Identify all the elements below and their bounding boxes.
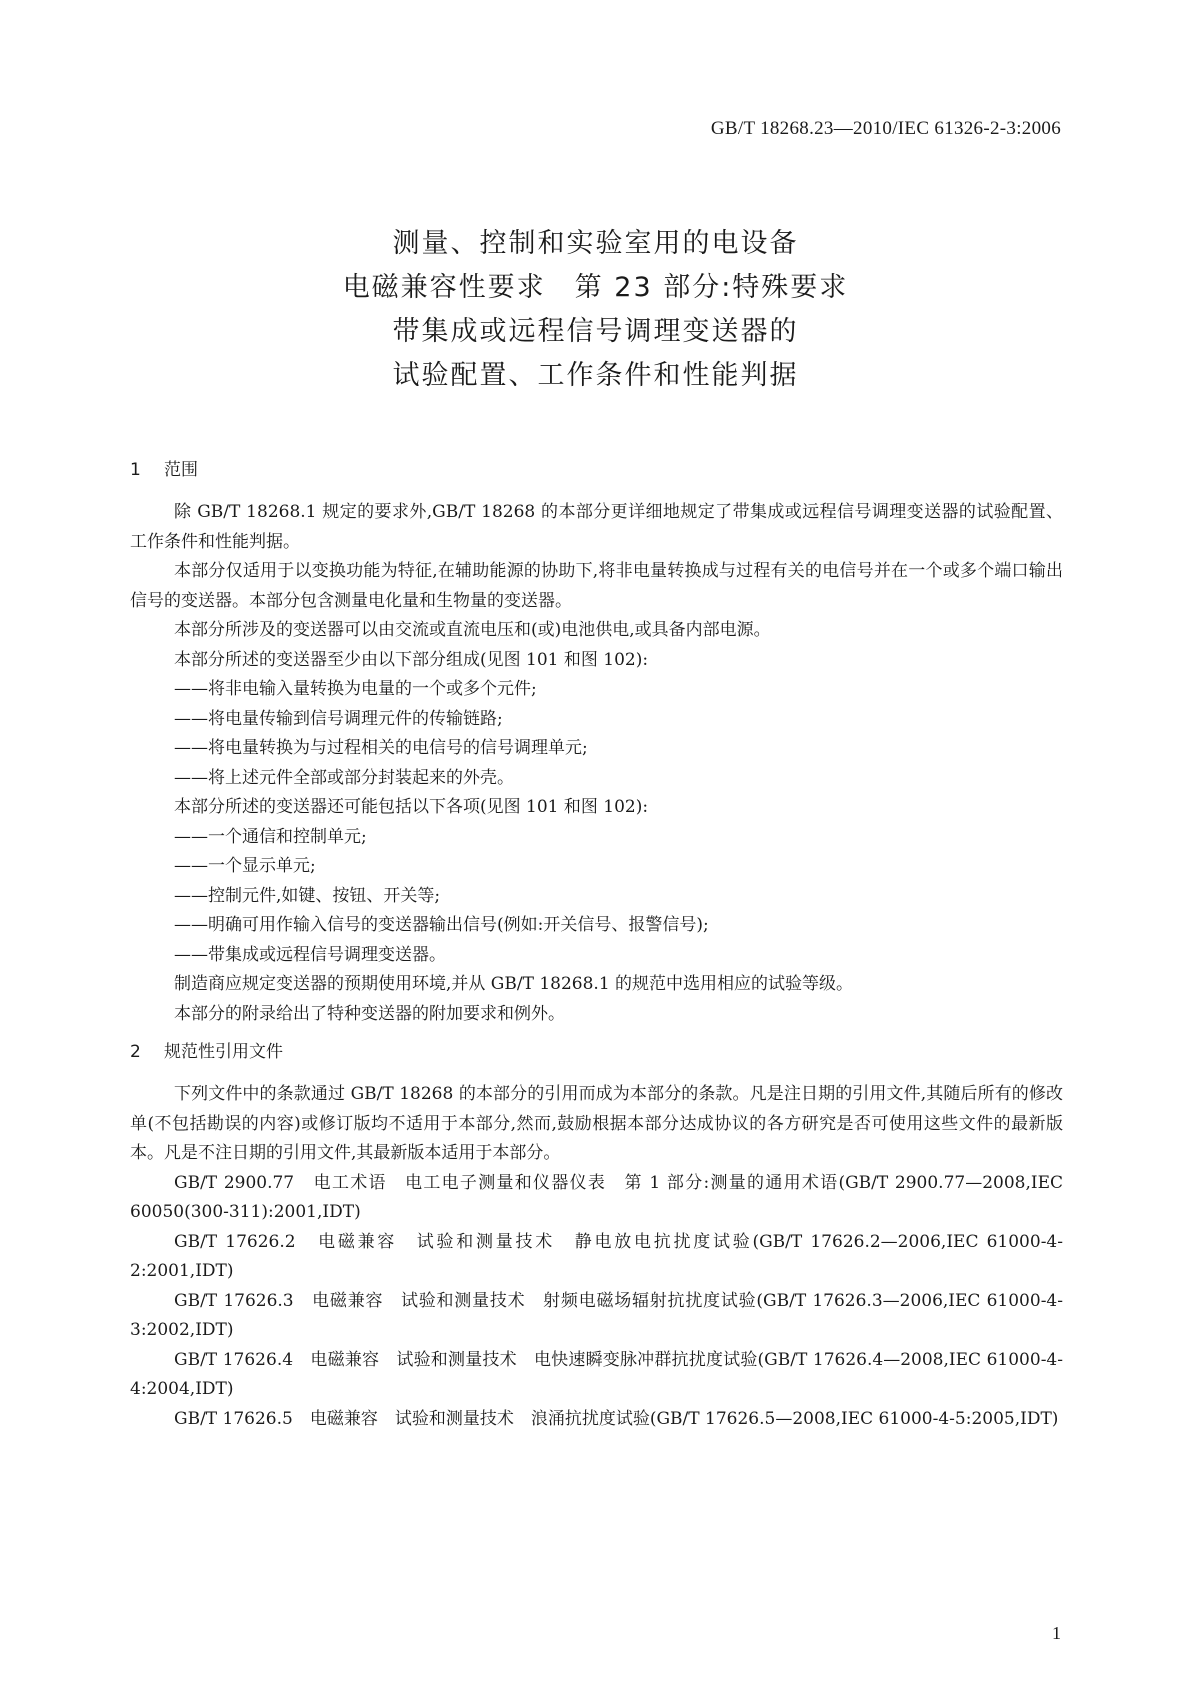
paragraph: 本部分所涉及的变送器可以由交流或直流电压和(或)电池供电,或具备内部电源。: [174, 620, 771, 640]
list-item: ——将上述元件全部或部分封装起来的外壳。: [174, 767, 514, 788]
title-line: 电磁兼容性要求 第 23 部分:特殊要求: [342, 272, 849, 303]
paragraph: 除 GB/T 18268.1 规定的要求外,GB/T 18268 的本部分更详细地规定了带集成或远程信号调理变送器的试验配置、工作条件和性能判据。: [130, 502, 1063, 552]
document-body: [130, 455, 1063, 1434]
reference-item: GB/T 17626.3 电磁兼容 试验和测量技术 射频电磁场辐射抗扰度试验(GB/T 17626.3—2006,IEC 61000-4-3:2002,IDT): [130, 1290, 1063, 1340]
section-number: 2: [130, 1042, 141, 1062]
title-line: 测量、控制和实验室用的电设备: [392, 228, 799, 259]
standard-code: GB/T 18268.23—2010/IEC 61326-2-3:2006: [710, 118, 1061, 139]
section-1-heading: [130, 455, 1063, 485]
list-item: ——带集成或远程信号调理变送器。: [174, 944, 446, 965]
title-line: 试验配置、工作条件和性能判据: [392, 360, 799, 391]
list-item: ——一个通信和控制单元;: [174, 826, 367, 847]
paragraph: 本部分所述的变送器至少由以下部分组成(见图 101 和图 102):: [174, 649, 649, 670]
paragraph: 本部分所述的变送器还可能包括以下各项(见图 101 和图 102):: [174, 797, 649, 817]
reference-item: GB/T 17626.5 电磁兼容 试验和测量技术 浪涌抗扰度试验(GB/T 17626.5—2008,IEC 61000-4-5:2005,IDT): [174, 1408, 1059, 1429]
reference-item: GB/T 17626.2 电磁兼容 试验和测量技术 静电放电抗扰度试验(GB/T 17626.2—2006,IEC 61000-4-2:2001,IDT): [130, 1231, 1063, 1281]
section-number: 1: [130, 460, 141, 480]
reference-item: GB/T 2900.77 电工术语 电工电子测量和仪器仪表 第 1 部分:测量的通用术语(GB/T 2900.77—2008,IEC 60050(300-311):2001,IDT): [130, 1172, 1063, 1222]
list-item: ——明确可用作输入信号的变送器输出信号(例如:开关信号、报警信号);: [174, 915, 709, 935]
list-item: ——将电量转换为与过程相关的电信号的信号调理单元;: [174, 738, 588, 758]
paragraph: 本部分仅适用于以变换功能为特征,在辅助能源的协助下,将非电量转换成与过程有关的电信号并在一个或多个端口输出信号的变送器。本部分包含测量电化量和生物量的变送器。: [130, 561, 1063, 611]
title-line: 带集成或远程信号调理变送器的: [392, 316, 799, 347]
document-title: [0, 222, 1191, 398]
list-item: ——将非电输入量转换为电量的一个或多个元件;: [174, 679, 537, 699]
list-item: ——一个显示单元;: [174, 856, 316, 876]
section-title: 规范性引用文件: [164, 1042, 283, 1062]
section-title: 范围: [164, 460, 198, 480]
paragraph: 制造商应规定变送器的预期使用环境,并从 GB/T 18268.1 的规范中选用相应的试验等级。: [174, 974, 854, 994]
paragraph: 本部分的附录给出了特种变送器的附加要求和例外。: [174, 1003, 565, 1024]
list-item: ——控制元件,如键、按钮、开关等;: [174, 885, 441, 906]
reference-item: GB/T 17626.4 电磁兼容 试验和测量技术 电快速瞬变脉冲群抗扰度试验(GB/T 17626.4—2008,IEC 61000-4-4:2004,IDT): [130, 1349, 1063, 1399]
paragraph: 下列文件中的条款通过 GB/T 18268 的本部分的引用而成为本部分的条款。凡是注日期的引用文件,其随后所有的修改单(不包括勘误的内容)或修订版均不适用于本部分,然而,鼓励根据本部分达成协议的各方研究是否可使用这些文件的最新版本。凡是不注日期的引用文件,其最新版本适用于本部分。: [130, 1084, 1063, 1163]
section-2-heading: [130, 1037, 1063, 1067]
list-item: ——将电量传输到信号调理元件的传输链路;: [174, 708, 503, 729]
page-number: 1: [1052, 1623, 1061, 1643]
